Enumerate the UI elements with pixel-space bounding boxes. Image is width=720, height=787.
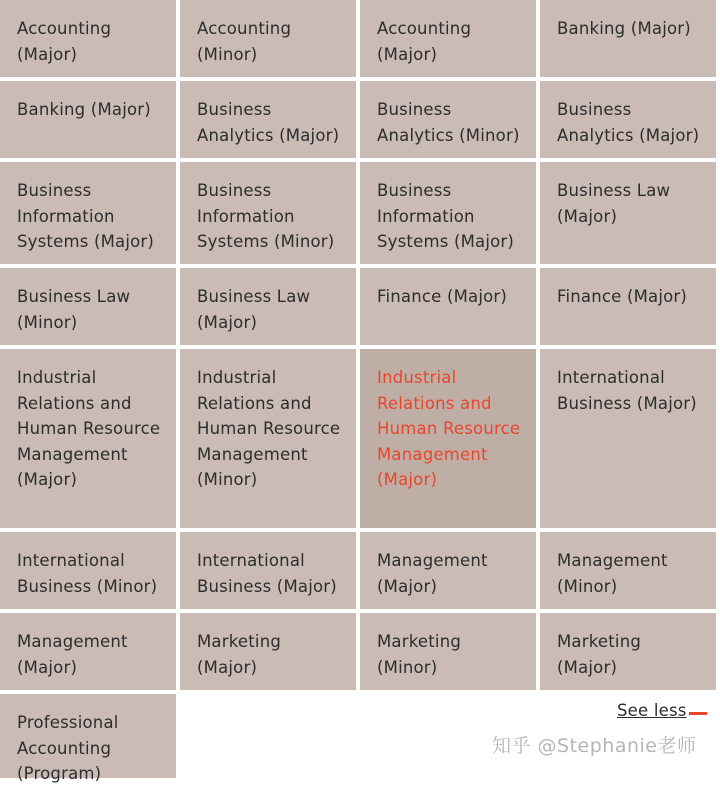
course-tile-active[interactable] — [360, 349, 540, 532]
course-tile[interactable] — [360, 0, 540, 81]
course-tile[interactable] — [0, 613, 180, 694]
grid-row — [0, 349, 720, 532]
course-label: Finance (Major) — [377, 287, 508, 306]
course-label: Business Information Systems (Major) — [17, 181, 155, 252]
course-tile[interactable] — [360, 532, 540, 613]
course-label: Management (Major) — [17, 632, 128, 677]
course-label: International Business (Major) — [197, 551, 337, 596]
course-tile[interactable] — [540, 532, 720, 613]
course-label: Banking (Major) — [557, 19, 691, 38]
grid-row — [0, 0, 720, 81]
course-label: Business Law (Major) — [557, 181, 671, 226]
course-label: Business Analytics (Major) — [557, 100, 700, 145]
watermark: 知乎 @Stephanie老师 — [492, 735, 697, 757]
course-label: Management (Minor) — [557, 551, 668, 596]
course-label: Business Analytics (Major) — [197, 100, 340, 145]
course-tile[interactable] — [0, 0, 180, 81]
course-label: Accounting (Minor) — [197, 19, 292, 64]
course-tile[interactable] — [180, 613, 360, 694]
course-tile[interactable] — [360, 162, 540, 268]
course-tile[interactable] — [180, 81, 360, 162]
course-tile[interactable] — [180, 268, 360, 349]
grid-row — [0, 81, 720, 162]
course-tile[interactable] — [540, 613, 720, 694]
course-label: Business Information Systems (Minor) — [197, 181, 335, 252]
course-tile[interactable] — [180, 532, 360, 613]
course-label: Accounting (Major) — [17, 19, 112, 64]
course-tile[interactable] — [540, 81, 720, 162]
course-label: Finance (Major) — [557, 287, 688, 306]
course-label: Business Information Systems (Major) — [377, 181, 515, 252]
course-label: Industrial Relations and Human Resource Management (Major) — [377, 368, 521, 490]
course-label: Business Law (Major) — [197, 287, 311, 332]
course-label: Banking (Major) — [17, 100, 151, 119]
course-label: Business Law (Minor) — [17, 287, 131, 332]
course-label: Industrial Relations and Human Resource Management (Major) — [17, 368, 161, 490]
course-label: Marketing (Major) — [557, 632, 642, 677]
course-tile[interactable] — [180, 162, 360, 268]
grid-row — [0, 613, 720, 694]
course-tile[interactable] — [180, 0, 360, 81]
grid-row — [0, 162, 720, 268]
course-tile[interactable] — [540, 349, 720, 532]
course-label: Professional Accounting (Program) — [17, 713, 119, 784]
course-label: Marketing (Major) — [197, 632, 282, 677]
course-tile[interactable] — [360, 81, 540, 162]
course-tile[interactable] — [540, 268, 720, 349]
course-label: Accounting (Major) — [377, 19, 472, 64]
grid-row — [0, 532, 720, 613]
grid-row — [0, 268, 720, 349]
course-tile[interactable] — [0, 162, 180, 268]
course-tile[interactable] — [0, 268, 180, 349]
course-tile[interactable] — [0, 694, 180, 784]
course-label: Business Analytics (Minor) — [377, 100, 520, 145]
course-label: International Business (Minor) — [17, 551, 158, 596]
course-label: Management (Major) — [377, 551, 488, 596]
course-tile[interactable] — [540, 162, 720, 268]
course-tile[interactable] — [0, 532, 180, 613]
minus-icon[interactable] — [689, 712, 707, 715]
course-tile[interactable] — [0, 349, 180, 532]
course-tile[interactable] — [360, 268, 540, 349]
course-tile[interactable] — [360, 613, 540, 694]
course-tile[interactable] — [0, 81, 180, 162]
course-label: Industrial Relations and Human Resource Management (Minor) — [197, 368, 341, 490]
course-tile[interactable] — [540, 0, 720, 81]
course-tile[interactable] — [180, 349, 360, 532]
course-label: Marketing (Minor) — [377, 632, 462, 677]
see-less-link[interactable]: See less — [617, 701, 687, 720]
course-label: International Business (Major) — [557, 368, 697, 413]
